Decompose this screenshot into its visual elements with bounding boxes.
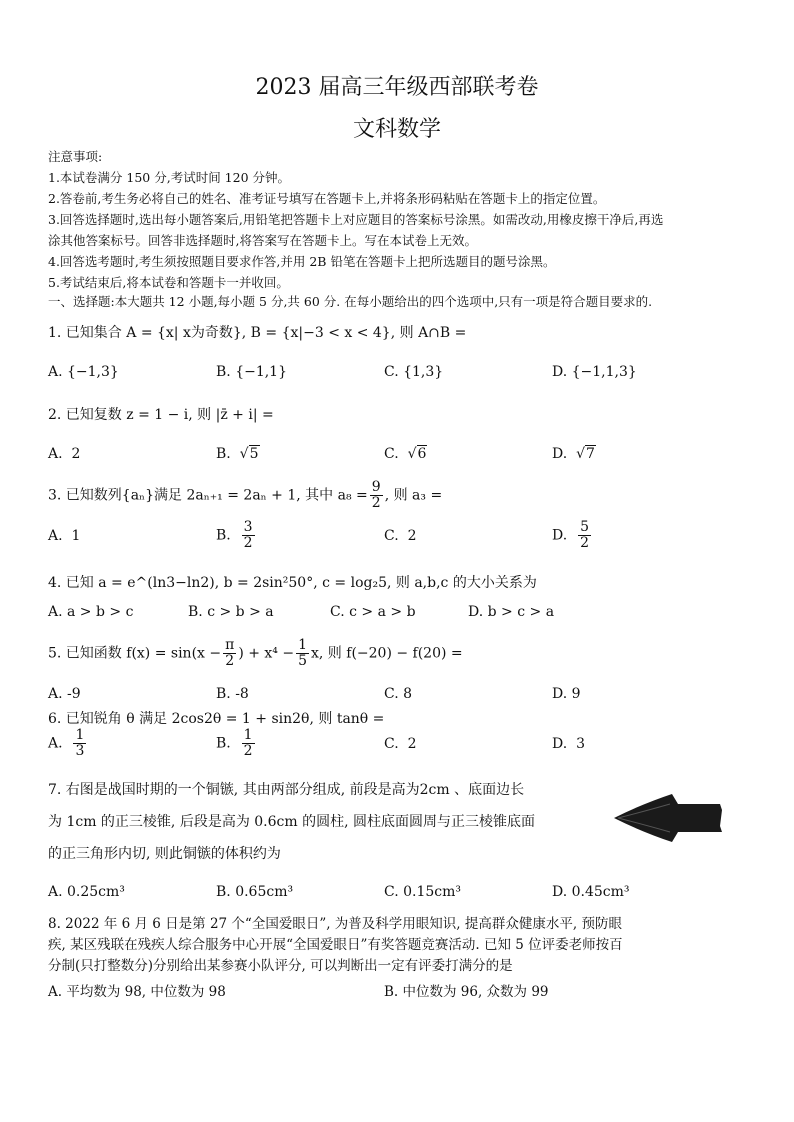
sqrt-icon: √ [407,446,417,462]
stem-text: x, 则 f(−20) − f(20) = [311,645,463,662]
notes-item: 涂其他答案标号。回答非选择题时,将答案写在答题卡上。写在本试卷上无效。 [48,233,477,248]
question-4-options [48,604,748,632]
option-a: A. -9 [48,686,81,702]
option-label: B. [216,446,231,462]
denominator: 5 [298,653,308,669]
bronze-arrowhead-image [612,790,724,846]
denominator: 2 [371,495,381,511]
option-c: C. 0.15cm³ [384,884,462,900]
option-a: A. 0.25cm³ [48,884,125,900]
question-3-options [48,520,748,560]
question-6-stem: 6. 已知锐角 θ 满足 2cos2θ = 1 + sin2θ, 则 tanθ = [48,711,385,727]
option-a: A. 平均数为 98, 中位数为 98 [48,984,226,1000]
stem-line: 8. 2022 年 6 月 6 日是第 27 个“全国爱眼日”, 为普及科学用眼知识, 提高群众健康水平, 预防眼 [48,916,622,932]
stem-line: 为 1cm 的正三棱锥, 后段是高为 0.6cm 的圆柱, 圆柱底面圆周与正三棱锥底面 [48,814,536,830]
question-4-stem: 4. 已知 a = e^(ln3−ln2), b = 2sin²50°, c = log₂5, 则 a,b,c 的大小关系为 [48,575,537,591]
notes-item: 3.回答选择题时,选出每小题答案后,用铅笔把答题卡上对应题目的答案标号涂黑。如需改动,用橡皮擦干净后,再选 [48,212,664,227]
option-d: D. 0.45cm³ [552,884,630,900]
option-b: B. -8 [216,686,249,702]
notes-item: 4.回答选考题时,考生须按照题目要求作答,并用 2B 铅笔在答题卡上把所选题目的题号涂黑。 [48,254,556,269]
option-value: 3 [576,736,586,752]
option-label: B. [216,527,231,544]
option-a [48,528,80,544]
option-label: B. [216,735,231,752]
option-c [384,446,427,462]
numerator: 9 [371,479,381,495]
option-label: A. [48,735,63,752]
option-c [384,528,417,544]
option-c [384,736,417,752]
question-7-stem [48,774,608,870]
option-value: 2 [71,446,81,462]
exam-title: 2023 届高三年级西部联考卷 [255,75,539,100]
fraction [578,520,591,551]
exam-subject: 文科数学 [352,117,441,142]
question-2-options [48,446,748,474]
denominator: 2 [580,535,590,551]
option-label: D. [552,736,568,752]
option-b: B. 0.65cm³ [216,884,294,900]
option-d [552,736,585,752]
option-b [216,728,257,759]
denominator: 2 [243,743,253,759]
option-label: C. [384,446,399,462]
denominator: 2 [225,653,235,669]
numerator: 3 [243,519,253,535]
option-value: 1 [71,528,81,544]
option-b [216,446,260,462]
stem-text: 5. 已知函数 f(x) = sin(x − [48,645,222,662]
numerator: 1 [243,727,253,743]
question-2-stem: 2. 已知复数 z = 1 − i, 则 |z̄ + i| = [48,407,274,423]
option-d: D. {−1,1,3} [552,364,637,380]
fraction [296,638,309,669]
option-d [552,446,596,462]
option-b: B. {−1,1} [216,364,287,380]
fraction [242,520,255,551]
question-8-stem [48,914,748,977]
option-label: D. [552,446,568,462]
fraction [73,728,86,759]
option-value: 7 [586,446,595,462]
notes-item: 1.本试卷满分 150 分,考试时间 120 分钟。 [48,170,291,185]
option-value: 2 [407,736,417,752]
notes-item: 5.考试结束后,将本试卷和答题卡一并收回。 [48,275,289,290]
section-heading: 一、选择题:本大题共 12 小题,每小题 5 分,共 60 分. 在每小题给出的四个选项中,只有一项是符合题目要求的. [48,294,653,309]
option-label: A. [48,528,63,544]
notes-heading: 注意事项: [48,149,103,164]
question-1-stem: 1. 已知集合 A = {x| x为奇数}, B = {x|−3 < x < 4}, 则 A∩B = [48,325,467,341]
option-b: B. 中位数为 96, 众数为 99 [384,984,549,1000]
option-value: 6 [417,446,427,462]
option-a: A. a > b > c [48,604,134,620]
notes-item: 2.答卷前,考生务必将自己的姓名、准考证号填写在答题卡上,并将条形码粘贴在答题卡上的指定位置。 [48,191,606,206]
denominator: 2 [243,535,253,551]
option-d [552,520,593,551]
fraction [370,480,383,511]
notes-block [48,146,758,293]
question-8-options [48,980,748,1008]
numerator: π [225,637,235,653]
option-b: B. c > b > a [188,604,274,620]
option-a: A. {−1,3} [48,364,119,380]
sqrt-icon: √ [576,446,586,462]
stem-text: , 则 a₃ = [384,487,443,504]
stem-text: 3. 已知数列{aₙ}满足 2aₙ₊₁ = 2aₙ + 1, 其中 a₈ = [48,487,368,504]
option-b [216,520,257,551]
option-a [48,446,80,462]
option-value: 2 [407,528,417,544]
stem-line: 疾, 某区残联在残疾人综合服务中心开展“全国爱眼日”有奖答题竞赛活动. 已知 5 位评委老师按百 [48,937,623,953]
option-d: D. b > c > a [468,604,555,620]
question-1-options [48,364,748,392]
numerator: 1 [298,637,308,653]
option-label: C. [384,736,399,752]
option-label: C. [384,528,399,544]
fraction [223,638,236,669]
denominator: 3 [75,743,85,759]
option-a [48,728,88,759]
stem-text: ) + x⁴ − [238,645,295,662]
sqrt-icon: √ [239,446,249,462]
numerator: 1 [75,727,85,743]
stem-line: 的正三角形内切, 则此铜镞的体积约为 [48,846,281,862]
stem-line: 7. 右图是战国时期的一个铜镞, 其由两部分组成, 前段是高为2cm 、底面边长 [48,782,525,798]
numerator: 5 [580,519,590,535]
question-3-stem [48,480,442,511]
stem-line: 分制(只打整数分)分别给出某参赛小队评分, 可以判断出一定有评委打满分的是 [48,958,513,974]
option-label: A. [48,446,63,462]
question-6-options [48,728,748,768]
question-7-options [48,884,748,912]
question-5-stem [48,638,463,669]
option-c: C. {1,3} [384,364,444,380]
fraction [242,728,255,759]
option-label: D. [552,527,568,544]
option-value: 5 [249,446,259,462]
option-d: D. 9 [552,686,581,702]
option-c: C. 8 [384,686,413,702]
option-c: C. c > a > b [330,604,416,620]
